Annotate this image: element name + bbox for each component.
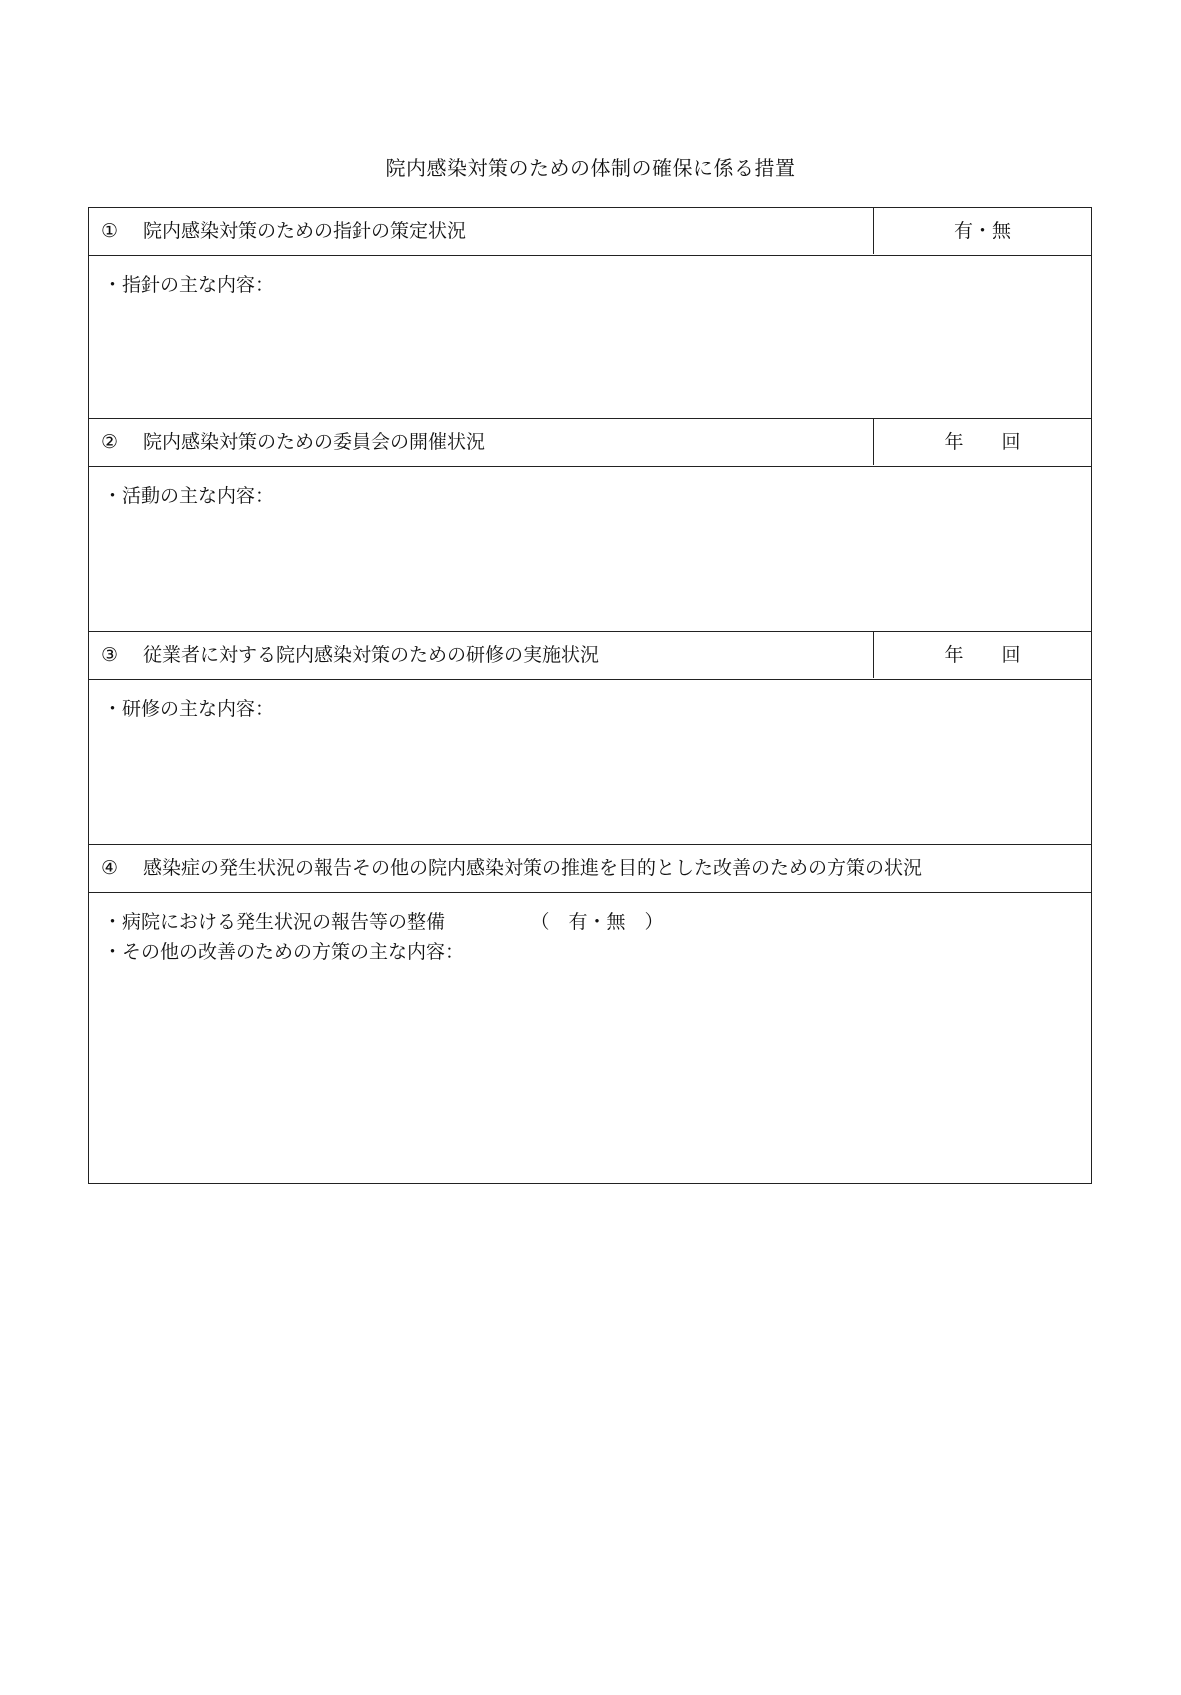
- section-1-status-field[interactable]: 有・無: [873, 208, 1091, 254]
- section-4-title: 感染症の発生状況の報告その他の院内感染対策の推進を目的とした改善のための方策の状況: [143, 857, 923, 879]
- section-4-number: ④: [101, 857, 119, 879]
- section-4-content-label: ・その他の改善のための方策の主な内容：: [103, 941, 465, 963]
- section-3-number: ③: [101, 644, 119, 666]
- section-3-content-label: ・研修の主な内容：: [103, 698, 275, 720]
- section-1-content-label: ・指針の主な内容：: [103, 274, 275, 296]
- section-4-header: [89, 845, 1091, 893]
- section-1-body[interactable]: [89, 256, 1091, 419]
- measures-form-table: [88, 207, 1092, 1184]
- section-2-count-field[interactable]: 年 回: [873, 419, 1091, 465]
- section-3-header: [89, 632, 1091, 680]
- section-2-content-label: ・活動の主な内容：: [103, 485, 275, 507]
- section-1-number: ①: [101, 220, 119, 242]
- section-1-header: [89, 208, 1091, 256]
- page-title: 院内感染対策のための体制の確保に係る措置: [385, 156, 796, 180]
- section-2-header: [89, 419, 1091, 467]
- section-3-count-field[interactable]: 年 回: [873, 632, 1091, 678]
- section-4-reporting-line: ・病院における発生状況の報告等の整備 （ 有・無 ）: [103, 911, 664, 933]
- section-2-number: ②: [101, 431, 119, 453]
- section-1-title: 院内感染対策のための指針の策定状況: [143, 220, 467, 242]
- section-3-title: 従業者に対する院内感染対策のための研修の実施状況: [143, 644, 600, 666]
- section-2-body[interactable]: [89, 467, 1091, 632]
- section-2-title: 院内感染対策のための委員会の開催状況: [143, 431, 486, 453]
- section-4-body[interactable]: [89, 893, 1091, 1182]
- section-3-body[interactable]: [89, 680, 1091, 845]
